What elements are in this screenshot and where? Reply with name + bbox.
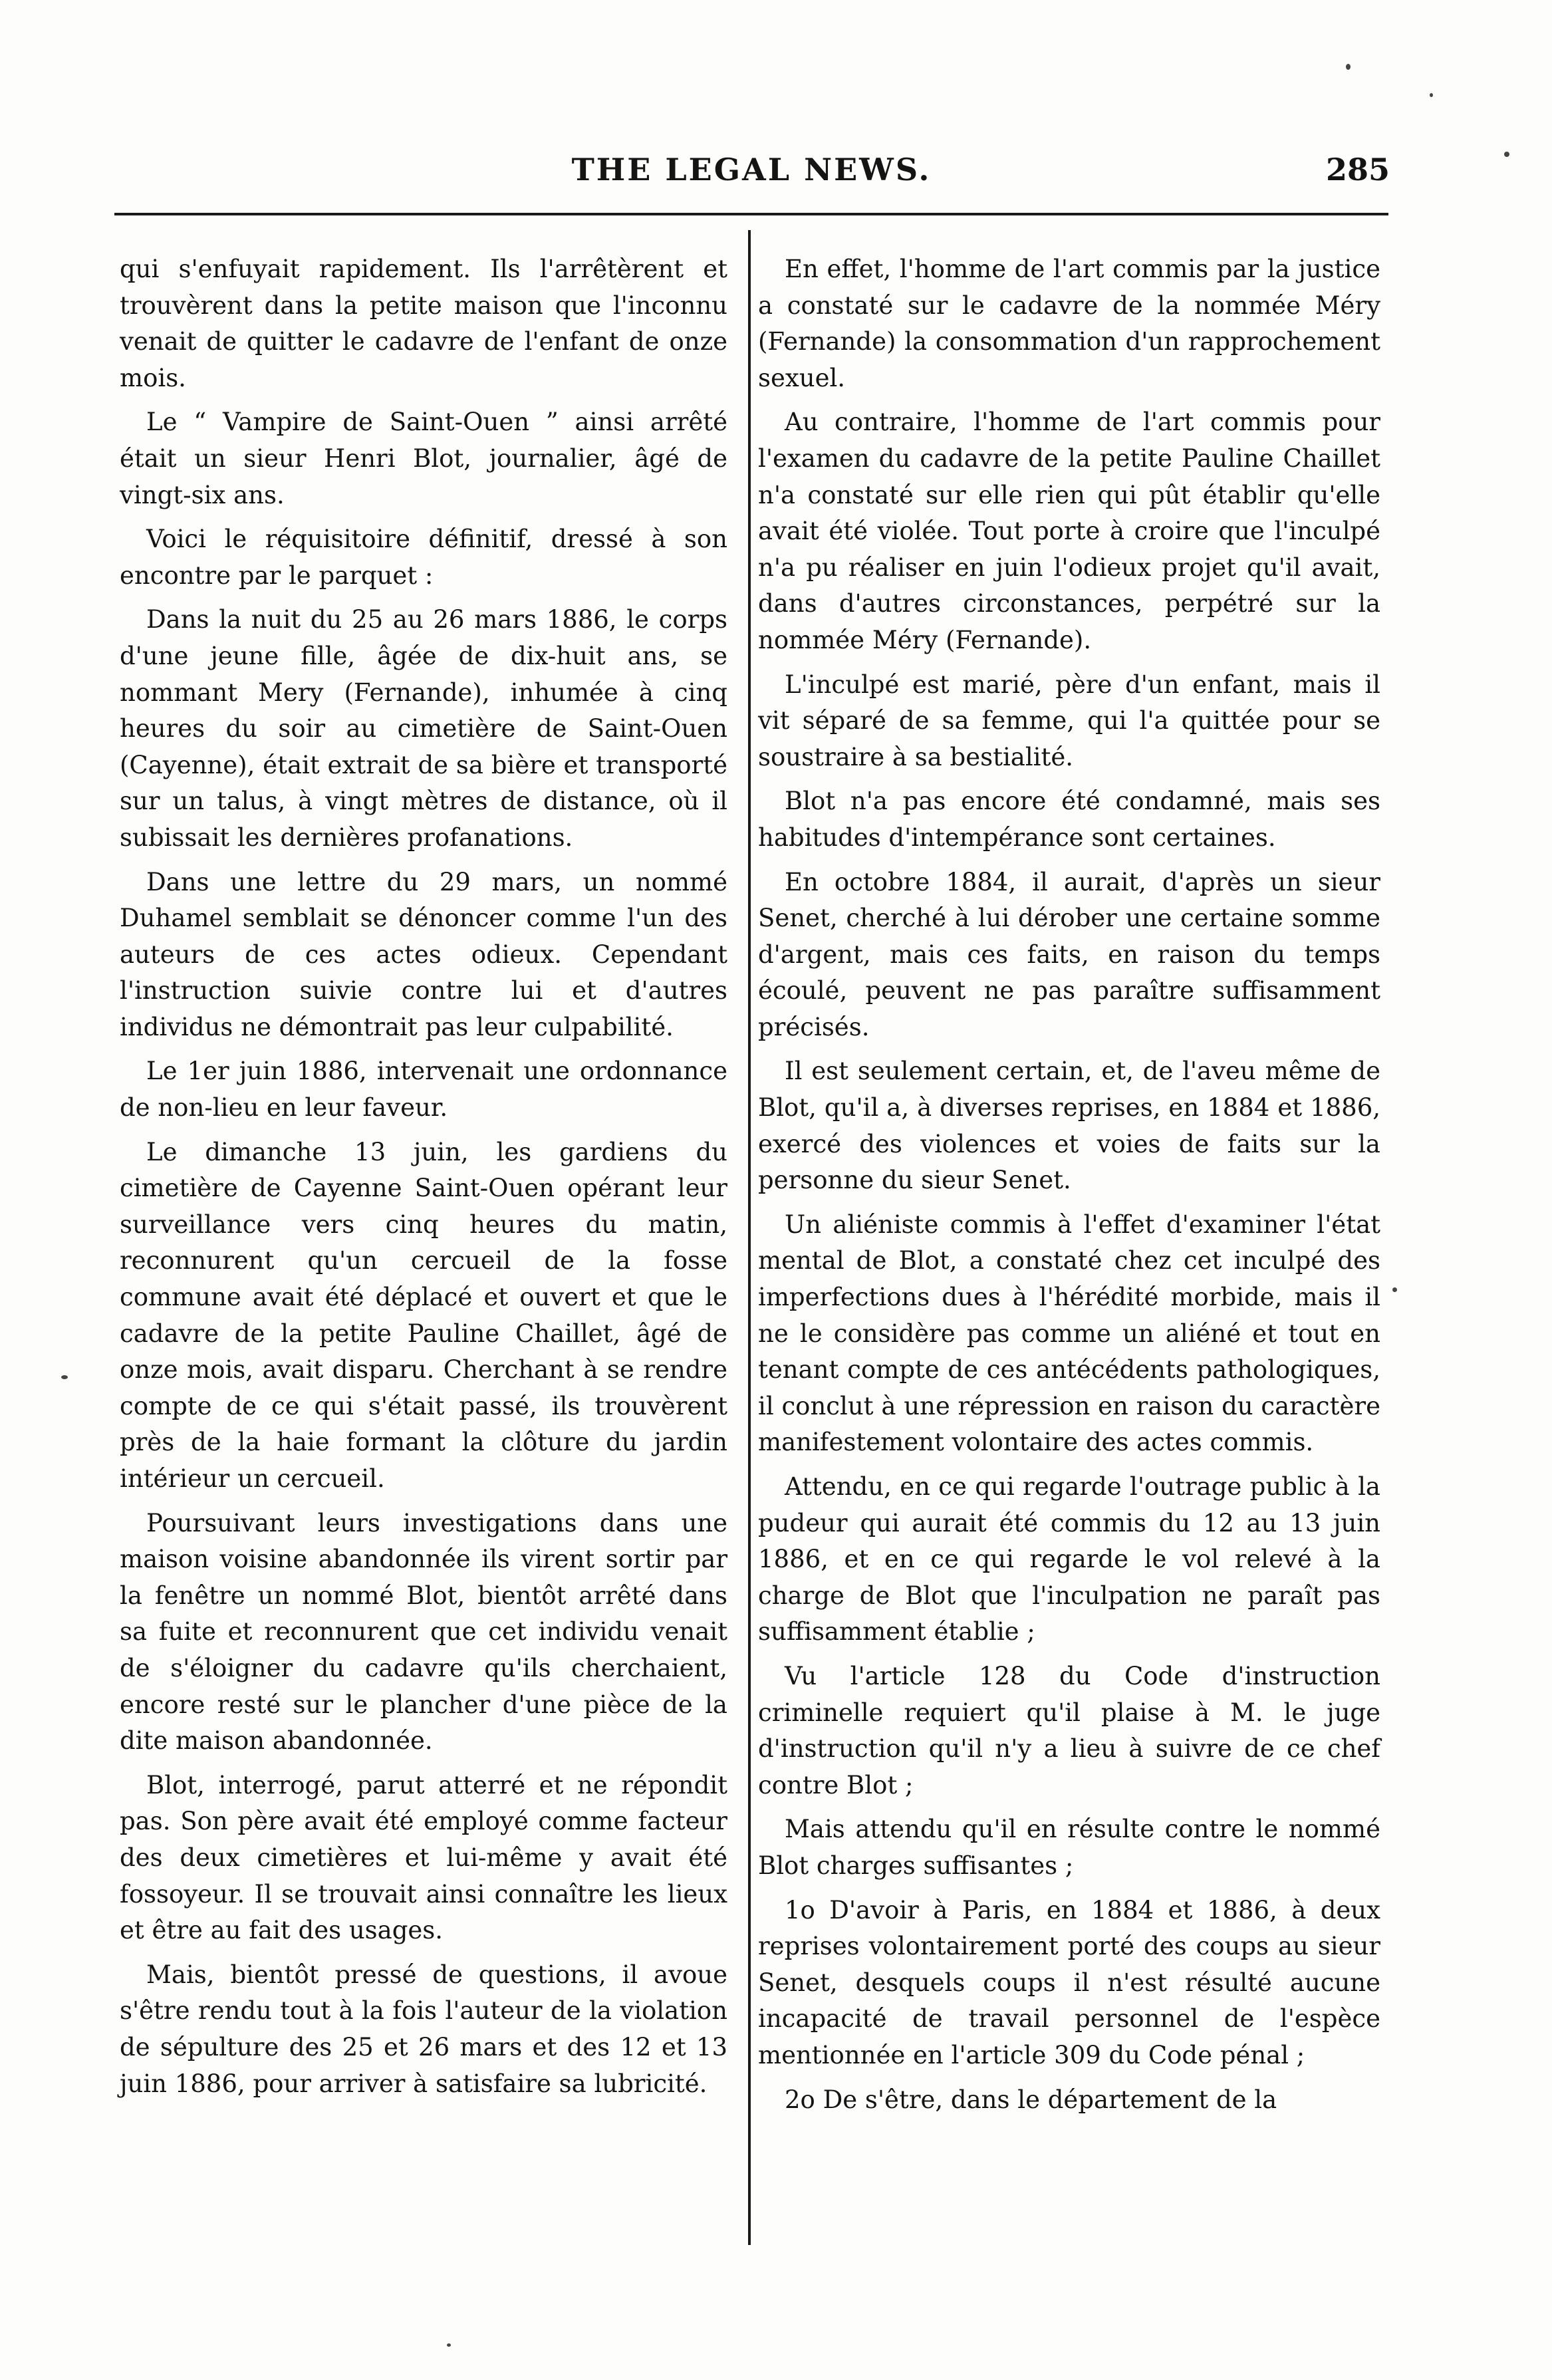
paragraph: 2o De s'être, dans le département de la (785, 2085, 1277, 2114)
paragraph: Voici le réquisitoire définitif, dressé à son encontre par le parquet : (120, 525, 727, 590)
scan-speck (1346, 64, 1351, 70)
scan-speck (61, 1375, 68, 1379)
paragraph: Blot n'a pas encore été condamné, mais ses habitudes d'intempérance sont certaines. (758, 787, 1380, 852)
paragraph: L'inculpé est marié, père d'un enfant, mais il vit séparé de sa femme, qui l'a quittée pour se soustraire à sa bestialité. (758, 670, 1380, 771)
paragraph: 1o D'avoir à Paris, en 1884 et 1886, à deux reprises volontairement porté des coups au sieur Senet, desquels coups il n'est résulté aucune incapacité de travail personnel de l'espèce mentionnée en l'article 309 du Code pénal ; (758, 1895, 1380, 2069)
paragraph: Mais attendu qu'il en résulte contre le nommé Blot charges suffisantes ; (758, 1815, 1380, 1880)
scan-speck (447, 2343, 451, 2347)
scan-speck (1504, 152, 1509, 157)
paragraph: En octobre 1884, il aurait, d'après un sieur Senet, cherché à lui dérober une certaine somme d'argent, mais ces faits, en raison du temps écoulé, peuvent ne pas paraître suffisamment précisés. (758, 867, 1380, 1041)
header-rule (114, 213, 1388, 215)
paragraph: Le dimanche 13 juin, les gardiens du cimetière de Cayenne Saint-Ouen opérant leur surveillance vers cinq heures du matin, reconnurent qu'un cercueil de la fosse commune avait été déplacé et ouvert et que le cadavre de la petite Pauline Chaillet, âgé de onze mois, avait disparu. Cherchant à se rendre compte de ce qui s'était passé, ils trouvèrent près de la haie formant la clôture du jardin intérieur un cercueil. (120, 1137, 727, 1493)
column-divider (748, 230, 751, 2245)
paragraph: Attendu, en ce qui regarde l'outrage public à la pudeur qui aurait été commis du 12 au 13 juin 1886, et en ce qui regarde le vol relevé à la charge de Blot que l'inculpation ne paraît pas suffisamment établie ; (758, 1472, 1380, 1647)
paragraph: Poursuivant leurs investigations dans une maison voisine abandonnée ils virent sortir par la fenêtre un nommé Blot, bientôt arrêté dans sa fuite et reconnurent que cet individu venait de s'éloigner du cadavre qu'ils cherchaient, encore resté sur le plancher d'une pièce de la dite maison abandonnée. (120, 1508, 727, 1756)
paragraph: Au contraire, l'homme de l'art commis pour l'examen du cadavre de la petite Pauline Chaillet n'a constaté sur elle rien qui pût établir qu'elle avait été violée. Tout porte à croire que l'inculpé n'a pu réaliser en juin l'odieux projet qu'il avait, dans d'autres circonstances, perpétré sur la nommée Méry (Fernande). (758, 408, 1380, 654)
page-number: 285 (1325, 152, 1390, 188)
paragraph: qui s'enfuyait rapidement. Ils l'arrêtèrent et trouvèrent dans la petite maison que l'inconnu venait de quitter le cadavre de l'enfant de onze mois. (120, 255, 727, 392)
left-column (120, 251, 727, 2110)
paragraph: En effet, l'homme de l'art commis par la justice a constaté sur le cadavre de la nommée Méry (Fernande) la consommation d'un rapprochement sexuel. (758, 255, 1380, 392)
scan-speck (1430, 93, 1433, 97)
journal-title: THE LEGAL NEWS. (571, 152, 932, 188)
paragraph: Le 1er juin 1886, intervenait une ordonnance de non-lieu en leur faveur. (120, 1057, 727, 1123)
paragraph: Un aliéniste commis à l'effet d'examiner l'état mental de Blot, a constaté chez cet inculpé des imperfections dues à l'hérédité morbide, mais il ne le considère pas comme un aliéné et tout en tenant compte de ces antécédents pathologiques, il conclut à une répression en raison du caractère manifestement volontaire des actes commis. (758, 1210, 1380, 1457)
right-column (758, 251, 1380, 2126)
paragraph: Mais, bientôt pressé de questions, il avoue s'être rendu tout à la fois l'auteur de la violation de sépulture des 25 et 26 mars et des 12 et 13 juin 1886, pour arriver à satisfaire sa lubricité. (120, 1960, 727, 2098)
scan-speck (1392, 1287, 1397, 1292)
paragraph: Vu l'article 128 du Code d'instruction criminelle requiert qu'il plaise à M. le juge d'instruction qu'il n'y a lieu à suivre de ce chef contre Blot ; (758, 1661, 1380, 1799)
paragraph: Dans la nuit du 25 au 26 mars 1886, le corps d'une jeune fille, âgée de dix-huit ans, se nommant Mery (Fernande), inhumée à cinq heures du soir au cimetière de Saint-Ouen (Cayenne), était extrait de sa bière et transporté sur un talus, à vingt mètres de distance, où il subissait les dernières profanations. (120, 605, 727, 852)
paragraph: Blot, interrogé, parut atterré et ne répondit pas. Son père avait été employé comme facteur des deux cimetières et lui-même y avait été fossoyeur. Il se trouvait ainsi connaître les lieux et être au fait des usages. (120, 1770, 727, 1945)
paragraph: Dans une lettre du 29 mars, un nommé Duhamel semblait se dénoncer comme l'un des auteurs de ces actes odieux. Cependant l'instruction suivie contre lui et d'autres individus ne démontrait pas leur culpabilité. (120, 867, 727, 1041)
paragraph: Il est seulement certain, et, de l'aveu même de Blot, qu'il a, à diverses reprises, en 1884 et 1886, exercé des violences et voies de faits sur la personne du sieur Senet. (758, 1057, 1380, 1195)
running-head (113, 148, 1390, 201)
paragraph: Le “ Vampire de Saint-Ouen ” ainsi arrêté était un sieur Henri Blot, journalier, âgé de vingt-six ans. (120, 408, 727, 509)
